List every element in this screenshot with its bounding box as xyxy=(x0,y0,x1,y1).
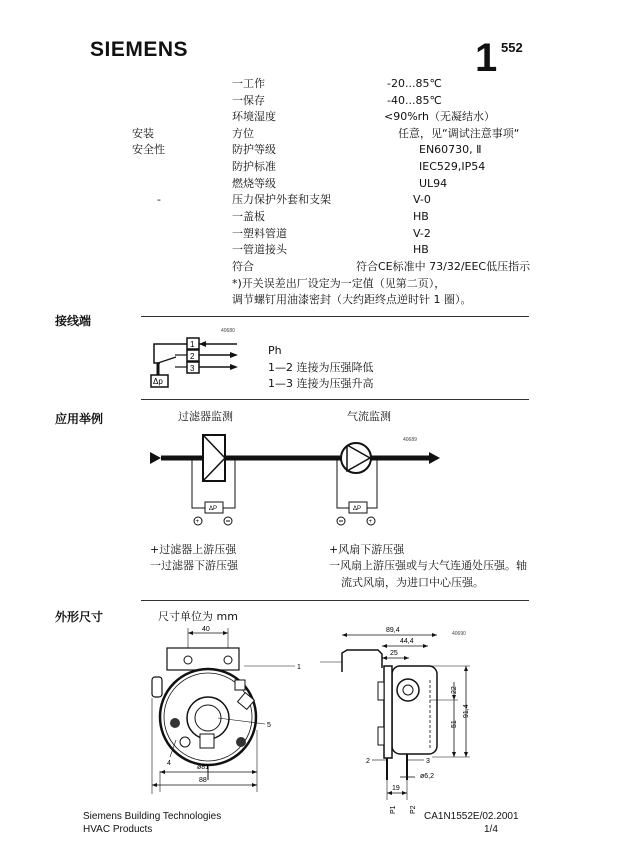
spec-value: V-0 xyxy=(413,193,431,206)
section-title-application: 应用举例 xyxy=(55,412,104,426)
filter-monitoring-title: 过滤器监测 xyxy=(178,410,233,423)
spec-label: 一盖板 xyxy=(232,210,265,223)
brand-logo: SIEMENS xyxy=(90,38,189,61)
spec-value: 符合CE标准中 73/32/EEC低压指示 xyxy=(356,260,531,273)
divider xyxy=(141,399,529,400)
port-p1: P1 xyxy=(390,805,397,814)
port-p2: P2 xyxy=(410,805,417,814)
spec-label: 压力保护外套和支架 xyxy=(232,193,331,206)
doc-number-superscript: 552 xyxy=(501,40,523,55)
footer-doc-code: CA1N1552E/02.2001 xyxy=(424,811,519,822)
spec-label: 防护标准 xyxy=(232,160,276,173)
dim-88: 88 xyxy=(199,777,207,784)
dim-pipe: ø6,2 xyxy=(420,773,435,780)
spec-value: V-2 xyxy=(413,227,431,240)
wiring-line: 1—3 连接为压强升高 xyxy=(268,377,374,390)
callout-1: 1 xyxy=(297,664,301,671)
airflow-monitoring-title: 气流监测 xyxy=(347,410,391,423)
spec-category: 安全性 xyxy=(132,143,165,156)
wiring-line: 1—2 连接为压强降低 xyxy=(268,361,374,374)
side-view-drawing xyxy=(320,620,485,820)
terminal-2-label: 2 xyxy=(190,352,195,361)
footer-page: 1/4 xyxy=(484,824,498,835)
dim-25: 25 xyxy=(390,650,398,657)
front-view-drawing xyxy=(140,622,310,800)
filter-note: +过滤器上游压强 xyxy=(150,543,237,556)
callout-2: 2 xyxy=(366,758,370,765)
spec-value: EN60730, Ⅱ xyxy=(419,143,482,156)
doc-number: 1 xyxy=(475,36,498,80)
spec-value: HB xyxy=(413,210,429,223)
filter-note: 一过滤器下游压强 xyxy=(150,559,238,572)
dim-22: 22 xyxy=(451,686,458,694)
spec-label: 一管道接头 xyxy=(232,243,287,256)
note-line: *)开关误差出厂设定为一定值（见第二页）， xyxy=(232,277,446,290)
divider xyxy=(141,316,529,317)
divider xyxy=(141,600,529,601)
dimensions-fig-id: 40690 xyxy=(452,631,466,637)
unit-note: 尺寸单位为 mm xyxy=(158,610,238,623)
fan-sensor-label: ΔP xyxy=(353,506,362,512)
spec-label: 一工作 xyxy=(232,77,265,90)
spec-label: 燃烧等级 xyxy=(232,177,276,190)
terminal-3-label: 3 xyxy=(190,364,195,373)
spec-label: 一塑料管道 xyxy=(232,227,287,240)
fan-note: 一风扇上游压强或与大气连通处压强。轴 xyxy=(329,559,527,572)
spec-value: -20...85℃ xyxy=(387,77,442,90)
spec-category: 安装 xyxy=(132,127,154,140)
wiring-line: Ph xyxy=(268,344,282,357)
spec-value: IEC529,IP54 xyxy=(419,160,486,173)
dim-44-4: 44,4 xyxy=(400,638,414,645)
section-title-dimensions: 外形尺寸 xyxy=(55,610,104,624)
svg-text:+: + xyxy=(368,519,373,525)
fan-note: +风扇下游压强 xyxy=(329,543,405,556)
spec-value: 任意，见“调试注意事项“ xyxy=(398,127,520,140)
dim-40: 40 xyxy=(202,626,210,633)
filter-sensor-label: ΔP xyxy=(209,506,218,512)
callout-3: 3 xyxy=(426,758,430,765)
application-diagram xyxy=(140,425,450,530)
application-fig-id: 40689 xyxy=(403,437,417,443)
dim-91-4: 91,4 xyxy=(463,704,470,718)
wiring-fig-id: 40680 xyxy=(221,328,235,334)
fan-note: 流式风扇，为进口中心压强。 xyxy=(341,576,484,589)
spec-value: UL94 xyxy=(419,177,448,190)
spec-value: <90%rh（无凝结水） xyxy=(384,110,495,123)
note-line: 调节螺钉用油漆密封（大约距终点逆时针 1 圈）。 xyxy=(232,293,472,306)
dim-19: 19 xyxy=(392,785,400,792)
spec-label: 方位 xyxy=(232,127,254,140)
spec-category: - xyxy=(157,193,161,206)
section-title-wiring: 接线端 xyxy=(55,314,92,328)
dim-51: 51 xyxy=(451,720,458,728)
callout-4: 4 xyxy=(167,760,171,767)
spec-label: 一保存 xyxy=(232,94,265,107)
dim-89-4: 89,4 xyxy=(386,627,400,634)
spec-label: 符合 xyxy=(232,260,254,273)
callout-5: 5 xyxy=(267,722,271,729)
wiring-diagram xyxy=(140,325,250,393)
spec-value: -40...85℃ xyxy=(387,94,442,107)
spec-label: 环境湿度 xyxy=(232,110,276,123)
footer-division: HVAC Products xyxy=(83,824,153,835)
spec-label: 防护等级 xyxy=(232,143,276,156)
sensor-label: Δp xyxy=(153,377,163,386)
spec-value: HB xyxy=(413,243,429,256)
terminal-1-label: 1 xyxy=(190,340,195,349)
svg-text:+: + xyxy=(195,519,200,525)
footer-company: Siemens Building Technologies xyxy=(83,811,222,822)
dim-diameter: ø81 xyxy=(197,764,210,771)
